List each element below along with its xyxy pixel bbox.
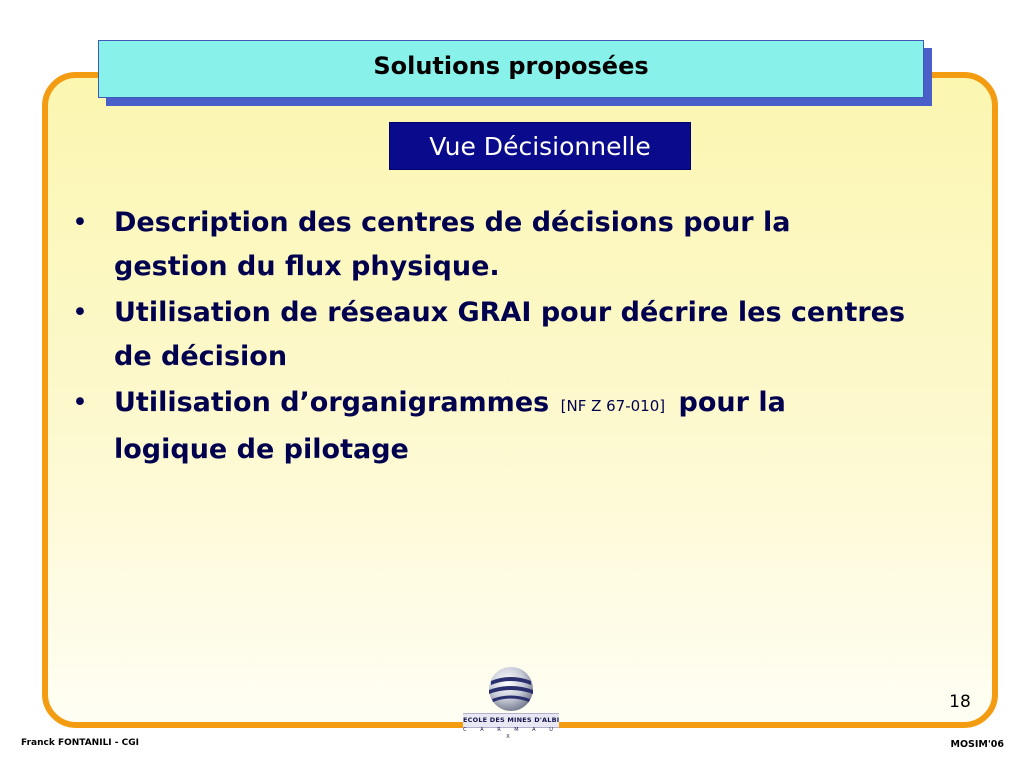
bullet-item — [68, 291, 908, 379]
slide-subtitle: Vue Décisionnelle — [429, 131, 651, 161]
school-logo — [463, 664, 559, 740]
logo-name: ECOLE DES MINES D'ALBI — [463, 713, 559, 728]
bullet-marker: • — [72, 297, 88, 328]
bullet-item — [68, 201, 908, 289]
subtitle-box — [389, 122, 691, 170]
logo-subtext: C A R M A U X — [463, 727, 559, 740]
bullet-text: Description des centres de décisions pour la gestion du flux physique. — [114, 207, 791, 282]
footer-author: Franck FONTANILI - CGI — [21, 738, 139, 748]
bullet-text: Utilisation d’organigrammes — [114, 387, 550, 418]
title-box — [98, 40, 924, 98]
page-number: 18 — [949, 692, 971, 712]
bullet-marker: • — [72, 207, 88, 238]
norm-reference: [NF Z 67-010] — [560, 397, 666, 415]
bullet-text-continued: pour la logique de pilotage — [114, 387, 786, 465]
bullet-list — [68, 201, 908, 474]
footer-event: MOSIM'06 — [950, 739, 1004, 750]
bullet-marker: • — [72, 387, 88, 418]
bullet-item — [68, 381, 908, 472]
globe-logo-icon — [463, 664, 559, 714]
slide-title: Solutions proposées — [373, 52, 649, 80]
bullet-text: Utilisation de réseaux GRAI pour décrire les centres de décision — [114, 297, 906, 372]
